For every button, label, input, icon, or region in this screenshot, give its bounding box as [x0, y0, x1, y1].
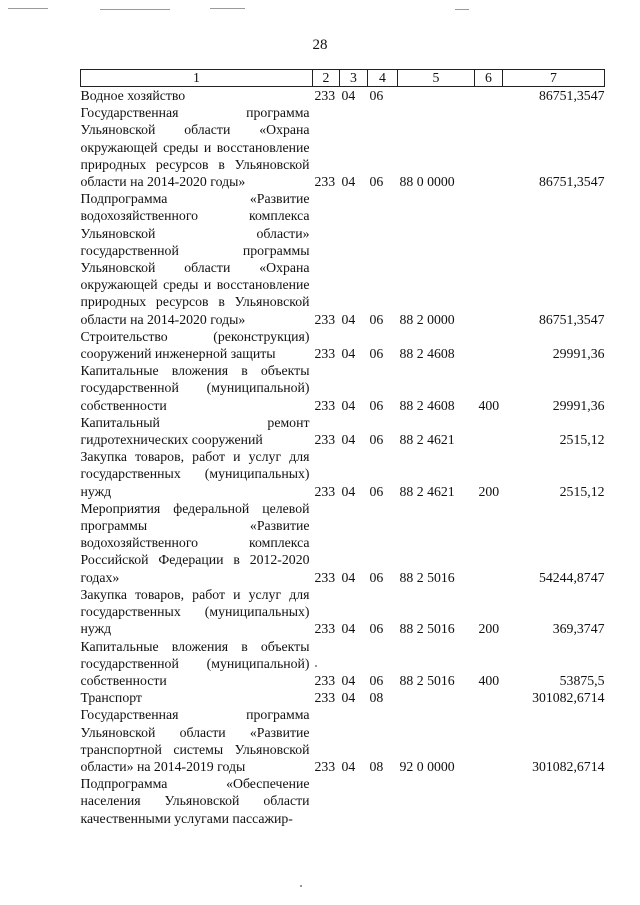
row-code-6: [475, 104, 503, 190]
row-code-2: 233: [314, 174, 336, 190]
row-code-3: 04: [341, 569, 356, 585]
row-code-3: 04: [341, 432, 356, 448]
table-row: [81, 586, 605, 638]
table-row: [81, 448, 605, 500]
row-code-3: 04: [341, 311, 356, 327]
row-code-4: 06: [369, 621, 384, 637]
row-amount: 301082,6714: [532, 690, 605, 706]
row-code-2: 233: [314, 346, 336, 362]
row-amount: 29991,36: [552, 346, 605, 362]
row-name: Транспорт: [80, 690, 142, 706]
row-code-6: [475, 87, 503, 105]
row-code-3: 04: [341, 672, 356, 688]
row-name: Капитальный ремонт гидротехнических сооружений: [80, 414, 310, 448]
row-code-4: 06: [369, 88, 384, 103]
table-body: [81, 87, 605, 827]
row-name: Подпрограмма «Обеспечение населения Ульяновской области качественными услугами пассажир-: [80, 776, 310, 826]
table-row: [81, 689, 605, 706]
row-amount: 301082,6714: [532, 758, 605, 774]
row-code-6: [475, 706, 503, 775]
table-row: [81, 414, 605, 448]
row-code-3: 04: [341, 621, 356, 637]
row-code-4: 06: [369, 432, 384, 448]
table-row: [81, 706, 605, 775]
row-code-6: [475, 328, 503, 362]
table-row: [81, 87, 605, 105]
row-code-4: 06: [369, 569, 384, 585]
table-row: [81, 362, 605, 414]
row-code-3: 04: [341, 174, 356, 190]
row-code-2: 233: [314, 397, 336, 413]
row-code-5: 92 0 0000: [399, 758, 455, 774]
row-code-2: 233: [314, 672, 336, 688]
row-code-5: [398, 689, 475, 706]
row-code-4: 06: [369, 174, 384, 190]
row-amount: 86751,3547: [538, 88, 605, 103]
table-row: [81, 638, 605, 690]
table-row: [81, 328, 605, 362]
row-code-6: [475, 190, 503, 328]
row-code-3: 04: [341, 397, 356, 413]
row-code-5: 88 2 4608: [399, 397, 455, 413]
row-code-6: [475, 689, 503, 706]
row-code-4: 06: [369, 672, 384, 688]
row-name: Строительство (реконструкция) сооружений инженерной защиты: [80, 328, 310, 362]
row-code-2: 233: [314, 758, 336, 774]
row-code-4: 08: [369, 690, 384, 706]
table-header-row: [81, 70, 605, 87]
row-amount: 29991,36: [552, 397, 605, 413]
table-row: [81, 775, 605, 827]
row-code-3: 04: [341, 88, 356, 103]
row-code-4: 08: [369, 758, 384, 774]
row-name: Государственная программа Ульяновской области «Развитие транспортной системы Ульяновской области» на 2014-2019 годы: [80, 707, 310, 774]
row-code-5: [398, 775, 475, 827]
row-code-6: [475, 500, 503, 586]
row-name: Капитальные вложения в объекты государственной (муниципальной) собственности: [80, 363, 310, 413]
row-code-2: 233: [314, 483, 336, 499]
row-code-3: 04: [341, 483, 356, 499]
row-code-3: 04: [341, 758, 356, 774]
row-code-2: 233: [314, 432, 336, 448]
row-code-3: 04: [341, 690, 356, 706]
row-name: Подпрограмма «Развитие водохозяйственного комплекса Ульяновской области» государственной программы Ульяновской области «Охрана окружающей среды и восстановление природных ресурсов в Ульяновской области на 2014-2020 годы»: [80, 191, 310, 327]
scan-artifact: [210, 8, 245, 9]
row-code-5: [398, 87, 475, 105]
column-header: 2: [313, 70, 340, 87]
scan-artifact: [455, 9, 469, 10]
column-header: 1: [81, 70, 313, 87]
row-code-5: 88 2 5016: [399, 621, 455, 637]
row-code-6: 200: [478, 621, 500, 637]
row-code-5: 88 2 5016: [399, 672, 455, 688]
row-code-4: 06: [369, 483, 384, 499]
row-code-5: 88 2 5016: [399, 569, 455, 585]
row-code-3: 04: [341, 346, 356, 362]
row-code-6: [475, 775, 503, 827]
scan-artifact: [8, 8, 48, 9]
row-code-2: 233: [314, 690, 336, 706]
row-amount: 53875,5: [559, 672, 605, 688]
column-header: 7: [503, 70, 605, 87]
row-code-2: 233: [314, 88, 336, 103]
table-row: [81, 190, 605, 328]
row-code-2: 233: [314, 621, 336, 637]
row-code-5: 88 2 4621: [399, 483, 455, 499]
row-code-5: 88 2 0000: [399, 311, 455, 327]
row-amount: 2515,12: [559, 432, 605, 448]
row-code-4: 06: [369, 346, 384, 362]
row-code-2: [313, 775, 340, 827]
page-number: 28: [312, 37, 328, 53]
row-name: Закупка товаров, работ и услуг для государственных (муниципальных) нужд: [80, 586, 310, 637]
row-code-4: 06: [369, 397, 384, 413]
row-amount: 2515,12: [559, 483, 605, 499]
row-amount: 86751,3547: [538, 311, 605, 327]
column-header: 3: [340, 70, 368, 87]
table-row: [81, 500, 605, 586]
row-code-6: 200: [478, 483, 500, 499]
row-amount: [503, 775, 605, 827]
row-code-4: [368, 775, 398, 827]
row-code-5: 88 0 0000: [399, 174, 455, 190]
column-header: 6: [475, 70, 503, 87]
row-amount: 86751,3547: [538, 174, 605, 190]
row-name: Мероприятия федеральной целевой программы «Развитие водохозяйственного комплекса Российской Федерации в 2012-2020 годах»: [80, 500, 310, 585]
row-name: Закупка товаров, работ и услуг для государственных (муниципальных) нужд: [80, 449, 310, 499]
row-code-6: 400: [478, 672, 500, 688]
table-row: [81, 104, 605, 190]
row-amount: 54244,8747: [538, 569, 605, 585]
row-name: Капитальные вложения в объекты государственной (муниципальной) собственности: [80, 638, 310, 688]
row-name: Водное хозяйство: [80, 88, 186, 103]
row-code-3: [340, 775, 368, 827]
column-header: 4: [368, 70, 398, 87]
row-code-6: [475, 414, 503, 448]
row-code-5: 88 2 4608: [399, 346, 455, 362]
row-code-2: 233: [314, 311, 336, 327]
scan-artifact: [100, 9, 170, 10]
budget-table: [80, 69, 605, 827]
row-amount: 369,3747: [552, 621, 605, 637]
row-code-6: 400: [478, 397, 500, 413]
row-code-5: 88 2 4621: [399, 432, 455, 448]
scan-speck: [300, 885, 302, 887]
row-code-2: 233: [314, 569, 336, 585]
row-code-4: 06: [369, 311, 384, 327]
row-name: Государственная программа Ульяновской области «Охрана окружающей среды и восстановление природных ресурсов в Ульяновской области на 2014-2020 годы»: [80, 105, 310, 190]
column-header: 5: [398, 70, 475, 87]
